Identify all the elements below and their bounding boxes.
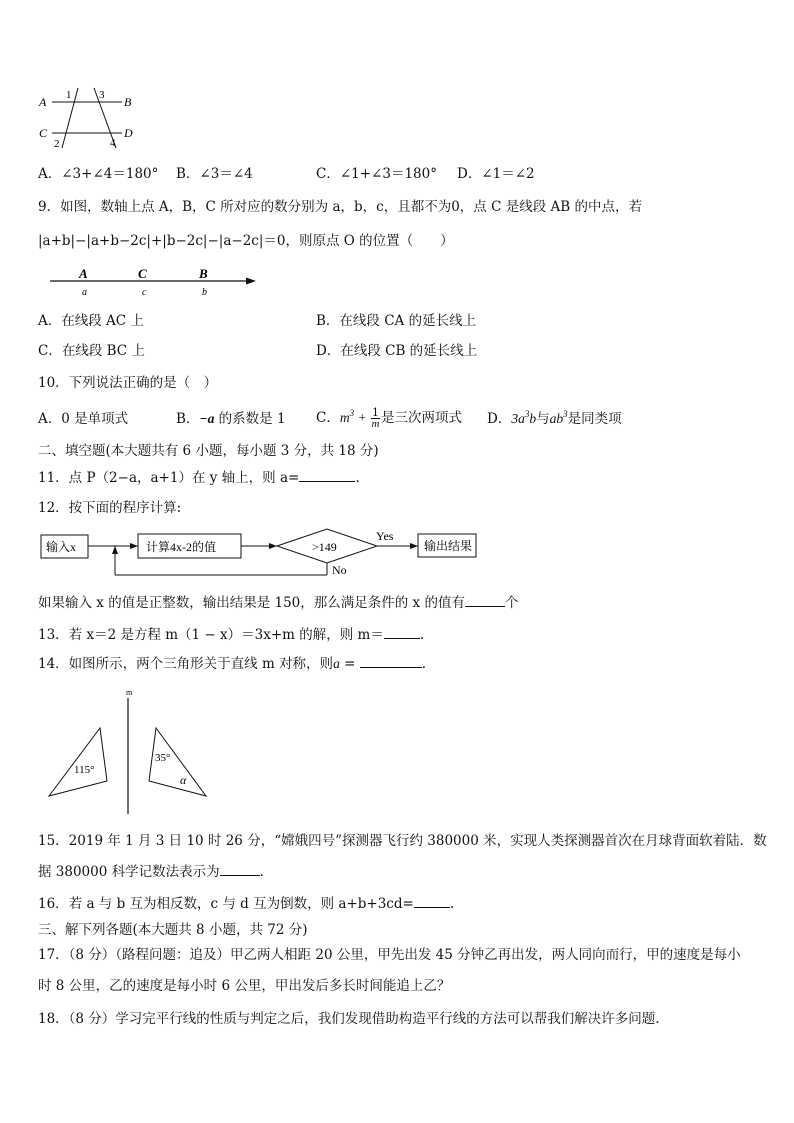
number-line-figure: [48, 264, 260, 302]
q16-answer-blank: [414, 894, 450, 908]
alpha-label: α: [180, 773, 187, 787]
flow-no-label: No: [332, 563, 347, 577]
flow-yes-label: Yes: [376, 529, 394, 543]
point-C: C: [138, 266, 147, 281]
q14: 14．如图所示，两个三角形关于直线 m 对称，则a = .: [38, 656, 427, 672]
q10-text: 10．下列说法正确的是（ ）: [38, 375, 218, 391]
q15-answer-blank: [220, 862, 260, 876]
q18: 18．（8 分）学习完平行线的性质与判定之后，我们发现借助构造平行线的方法可以帮我们解决许多问题.: [38, 1011, 660, 1027]
label-C: C: [39, 126, 48, 140]
q12-text: 12．按下面的程序计算:: [38, 500, 182, 516]
parallel-lines-figure: [36, 84, 146, 154]
flow-condition: >149: [312, 540, 337, 554]
flow-output: 输出结果: [424, 539, 473, 553]
value-a: a: [82, 287, 87, 298]
q15-line1: 15．2019 年 1 月 3 日 10 时 26 分，“嫦娥四号”探测器飞行约 380000 米，实现人类探测器首次在月球背面软着陆．数: [38, 833, 767, 849]
q9-option-c: C．在线段 BC 上: [38, 343, 145, 359]
q8-option-b: B．∠3＝∠4: [176, 166, 253, 182]
point-B: B: [199, 266, 208, 281]
q12-question: 如果输入 x 的值是正整数，输出结果是 150，那么满足条件的 x 的值有 个: [38, 595, 519, 611]
fraction-1-over-m: $\frac{1}{m}$: [371, 406, 380, 430]
angle-label-1: 1: [66, 89, 72, 101]
q13-answer-blank: [384, 625, 420, 639]
q11-answer-blank: [299, 468, 355, 482]
value-c: c: [142, 287, 147, 298]
q13: 13．若 x＝2 是方程 m（1 − x）＝3x+m 的解，则 m＝ .: [38, 627, 425, 643]
section-3-heading: 三、解下列各题(本大题共 8 小题，共 72 分): [38, 922, 308, 938]
angle-115-label: 115°: [74, 764, 95, 776]
q10-option-c: C．$m^3$ + $\frac{1}{m}$ 是三次两项式: [316, 406, 462, 430]
section-2-heading: 二、填空题(本大题共有 6 小题，每小题 3 分，共 18 分): [38, 443, 379, 459]
q9-option-b: B．在线段 CA 的延长线上: [316, 313, 477, 329]
angle-label-3: 3: [99, 89, 105, 101]
q17-line1: 17．（8 分）（路程问题：追及）甲乙两人相距 20 公里，甲先出发 45 分钟乙再出发，两人同向而行，甲的速度是每小: [38, 947, 741, 963]
q17-line2: 时 8 公里，乙的速度是每小时 6 公里，甲出发后多长时间能追上乙？: [38, 978, 451, 994]
program-flowchart: [38, 526, 488, 582]
label-D: D: [124, 126, 133, 140]
label-A: A: [39, 95, 47, 109]
symmetric-triangles-figure: [44, 686, 214, 816]
q10-option-d: D．$3a^3b$与$ab^3$是同类项: [487, 409, 622, 427]
value-b: b: [202, 287, 207, 298]
point-A: A: [79, 266, 88, 281]
angle-label-4: 4: [110, 137, 116, 149]
angle-35-label: 35°: [155, 752, 171, 764]
q9-option-a: A．在线段 AC 上: [38, 313, 144, 329]
q8-option-a: A．∠3+∠4＝180°: [38, 166, 159, 182]
q10-option-b: B．−a 的系数是 1: [176, 411, 286, 427]
q9-option-d: D．在线段 CB 的延长线上: [316, 343, 478, 359]
flow-input: 输入x: [46, 540, 77, 554]
label-B: B: [124, 95, 132, 109]
axis-m-label: m: [126, 688, 133, 697]
q8-option-d: D．∠1＝∠2: [457, 166, 535, 182]
q9-equation: |a+b|−|a+b−2c|+|b−2c|−|a−2c|＝0，则原点 O 的位置（ ）: [38, 233, 454, 249]
q10-option-a: A．0 是单项式: [38, 411, 129, 427]
flow-compute: 计算4x-2的值: [146, 540, 216, 554]
q11: 11．点 P（2−a，a+1）在 y 轴上，则 a= .: [38, 470, 360, 486]
angle-label-2: 2: [54, 138, 60, 150]
q9-text: 9．如图，数轴上点 A，B，C 所对应的数分别为 a，b，c，且都不为0，点 C 是线段 AB 的中点，若: [38, 199, 642, 215]
q8-option-c: C．∠1+∠3＝180°: [316, 166, 437, 182]
q16: 16．若 a 与 b 互为相反数，c 与 d 互为倒数，则 a+b+3cd= .: [38, 896, 455, 912]
q12-answer-blank: [465, 593, 505, 607]
q15-line2: 据 380000 科学记数法表示为 .: [38, 864, 264, 880]
q14-answer-blank: [360, 654, 422, 668]
